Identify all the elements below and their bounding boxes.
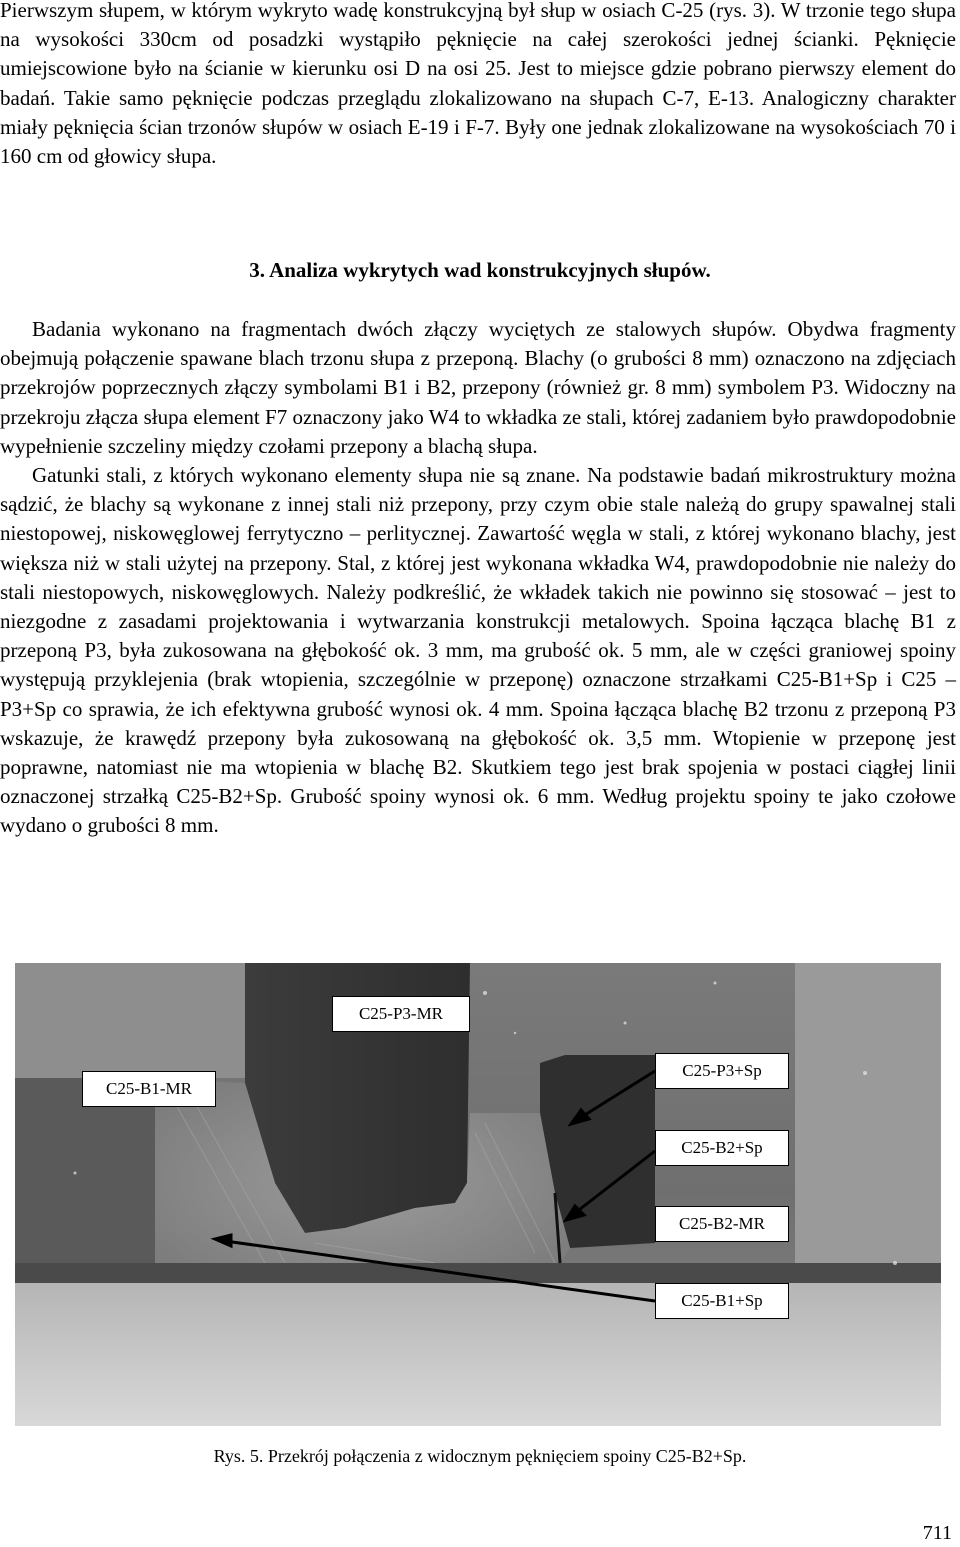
paragraph-block [0, 315, 956, 841]
paragraph-specimens: Badania wykonano na fragmentach dwóch złączy wyciętych ze stalowych słupów. Obydwa fragmenty obejmują połączenie spawane blach trzonu słupa z przeponą. Blachy (o grubości 8 mm) oznaczono na zdjęciach przekrojów poprzecznych złączy symbolami B1 i B2, przepony (również gr. 8 mm) symbolem P3. Widoczny na przekroju złącza słupa element F7 oznaczony jako W4 to wkładka ze stali, której zadaniem było prawdopodobnie wypełnienie szczeliny między czołami przepony a blachą słupa. [0, 317, 956, 458]
weld-macro-photo [15, 963, 941, 1426]
label-c25-b1-sp: C25-B1+Sp [655, 1283, 789, 1319]
label-c25-p3-mr: C25-P3-MR [332, 996, 470, 1032]
paragraph-steel-analysis: Gatunki stali, z których wykonano elementy słupa nie są znane. Na podstawie badań mikrostruktury można sądzić, że blachy są wykonane z innej stali niż przepony, przy czym obie stale należą do grupy spawalnej stali niestopowej, niskowęglowej ferrytyczno – perlitycznej. Zawartość węgla w stali, z której wykonano blachy, jest większa niż w stali użytej na przepony. Stal, z której jest wykonana wkładka W4, prawdopodobnie nie należy do stali niestopowych, niskowęglowych. Należy podkreślić, że wkładek takich nie powinno się stosować – jest to niezgodne z zasadami projektowania i wytwarzania konstrukcji metalowych. Spoina łącząca blachę B1 z przeponą P3, była zukosowana na głębokość ok. 3 mm, ma grubość ok. 5 mm, ale w części graniowej spoiny występują przyklejenia (brak wtopienia, szczególnie w przeponę) oznaczone strzałkami C25-B1+Sp i C25 –P3+Sp co sprawia, że ich efektywna grubość wynosi ok. 4 mm. Spoina łącząca blachę B2 trzonu z przeponą P3 wskazuje, że krawędź przepony była zukosowaną na głębokość ok. 3,5 mm. Wtopienie w przeponę jest poprawne, natomiast nie ma wtopienia w blachę B2. Skutkiem tego jest brak spojenia w postaci ciągłej linii oznaczonej strzałką C25-B2+Sp. Grubość spoiny wynosi ok. 6 mm. Według projektu spoiny te jako czołowe wydano o grubości 8 mm. [0, 463, 956, 838]
label-c25-p3-sp: C25-P3+Sp [655, 1053, 789, 1089]
page-number: 711 [922, 1522, 952, 1544]
label-c25-b2-mr: C25-B2-MR [655, 1206, 789, 1242]
section-heading: 3. Analiza wykrytych wad konstrukcyjnych słupów. [249, 258, 711, 282]
weld-cross-section-figure [15, 963, 941, 1426]
paragraph-column-cracks: Pierwszym słupem, w którym wykryto wadę konstrukcyjną był słup w osiach C-25 (rys. 3). W trzonie tego słupa na wysokości 330cm od posadzki wystąpiło pęknięcie na całej szerokości jednej ścianki. Pęknięcie umiejscowione było na ścianie w kierunku osi D na osi 25. Jest to miejsce gdzie pobrano pierwszy element do badań. Takie samo pęknięcie podczas przeglądu zlokalizowano na słupach C-7, E-13. Analogiczny charakter miały pęknięcia ścian trzonów słupów w osiach E-19 i F-7. Były one jednak zlokalizowane na wysokościach 70 i 160 cm od głowicy słupa. [0, 0, 956, 169]
figure-caption: Rys. 5. Przekrój połączenia z widocznym pęknięciem spoiny C25-B2+Sp. [213, 1446, 747, 1466]
label-c25-b2-sp: C25-B2+Sp [655, 1130, 789, 1166]
label-c25-b1-mr: C25-B1-MR [82, 1071, 216, 1107]
